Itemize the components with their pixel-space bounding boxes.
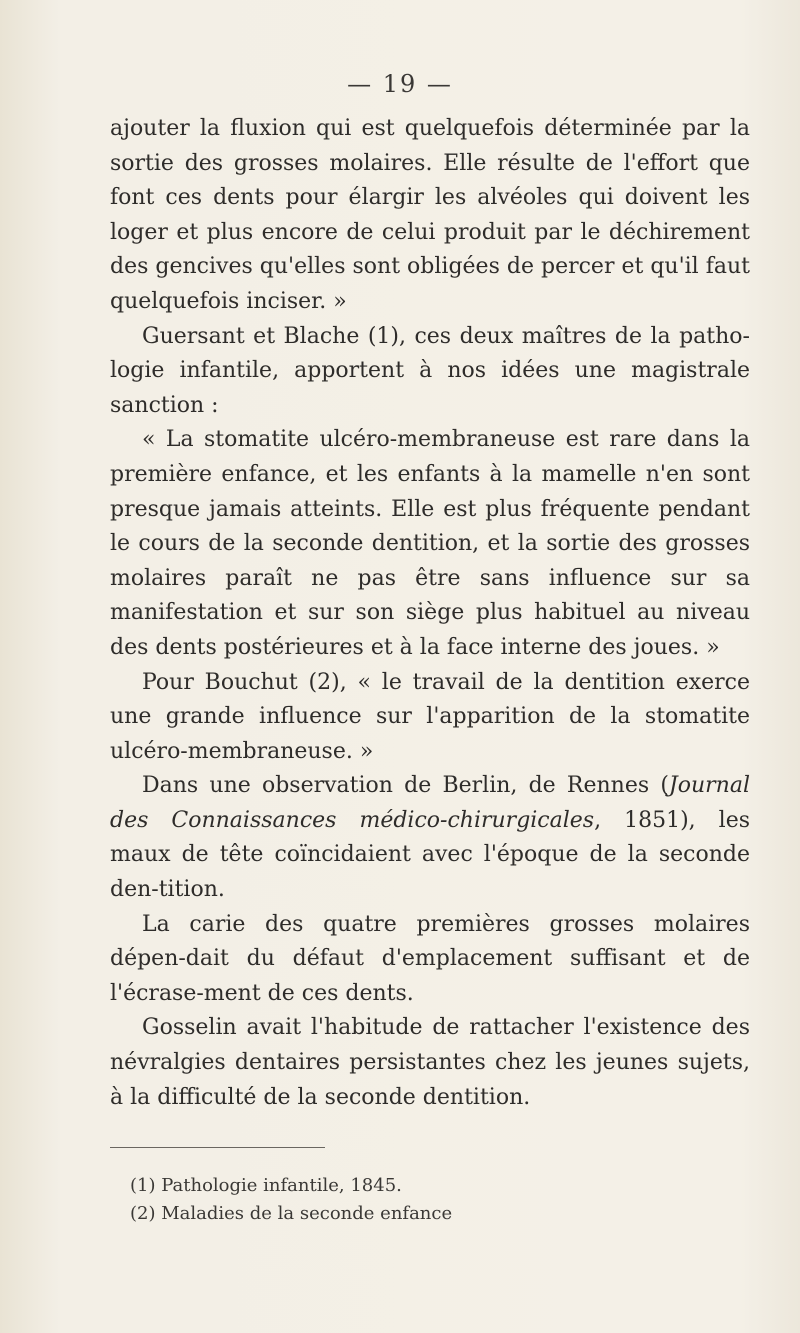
paragraph-carie: La carie des quatre premières grosses molaires dépen-dait du défaut d'emplacement suffisant et de l'écrase-ment de ces dents.: [110, 911, 750, 1006]
berlin-text-after: , 1851), les maux de tête coïncidaient avec l'époque de la seconde den-tition.: [110, 807, 750, 903]
body-text: [110, 112, 750, 1115]
footnote-1: (1) Pathologie infantile, 1845.: [130, 1175, 402, 1196]
footnote-divider: [110, 1147, 325, 1148]
page-number: — 19 —: [347, 70, 453, 98]
footnote-2: (2) Maladies de la seconde enfance: [130, 1203, 453, 1224]
paragraph-berlin: [110, 769, 750, 907]
paragraph-guersant-blache: Guersant et Blache (1), ces deux maîtres de la patho-logie infantile, apportent à nos idées une magistrale sanction :: [110, 323, 750, 418]
footnotes: [130, 1172, 452, 1228]
paragraph-stomatite-quote: « La stomatite ulcéro-membraneuse est rare dans la première enfance, et les enfants à la mamelle n'en sont presque jamais atteints. Elle est plus fréquente pendant le cours de la seconde dentition, et la sortie des grosses molaires paraît ne pas être sans influence sur sa manifestation et sur son siège plus habituel au niveau des dents postérieures et à la face interne des joues. »: [110, 427, 750, 660]
paragraph-gosselin: Gosselin avait l'habitude de rattacher l'existence des névralgies dentaires persistantes chez les jeunes sujets, à la difficulté de la seconde dentition.: [110, 1015, 750, 1110]
berlin-text-before: Dans une observation de Berlin, de Rennes (: [142, 773, 669, 799]
paragraph-bouchut: Pour Bouchut (2), « le travail de la dentition exerce une grande influence sur l'apparition de la stomatite ulcéro-membraneuse. »: [110, 669, 750, 764]
journal-title: Journal des Connaissances médico-chirurgicales: [110, 773, 750, 833]
paragraph-fluxion: ajouter la fluxion qui est quelquefois déterminée par la sortie des grosses molaires. Elle résulte de l'effort que font ces dents pour élargir les alvéoles qui doivent les loger et plus encore de celui produit par le déchirement des gencives qu'elles sont obligées de percer et qu'il faut quelquefois inciser. »: [110, 116, 750, 314]
